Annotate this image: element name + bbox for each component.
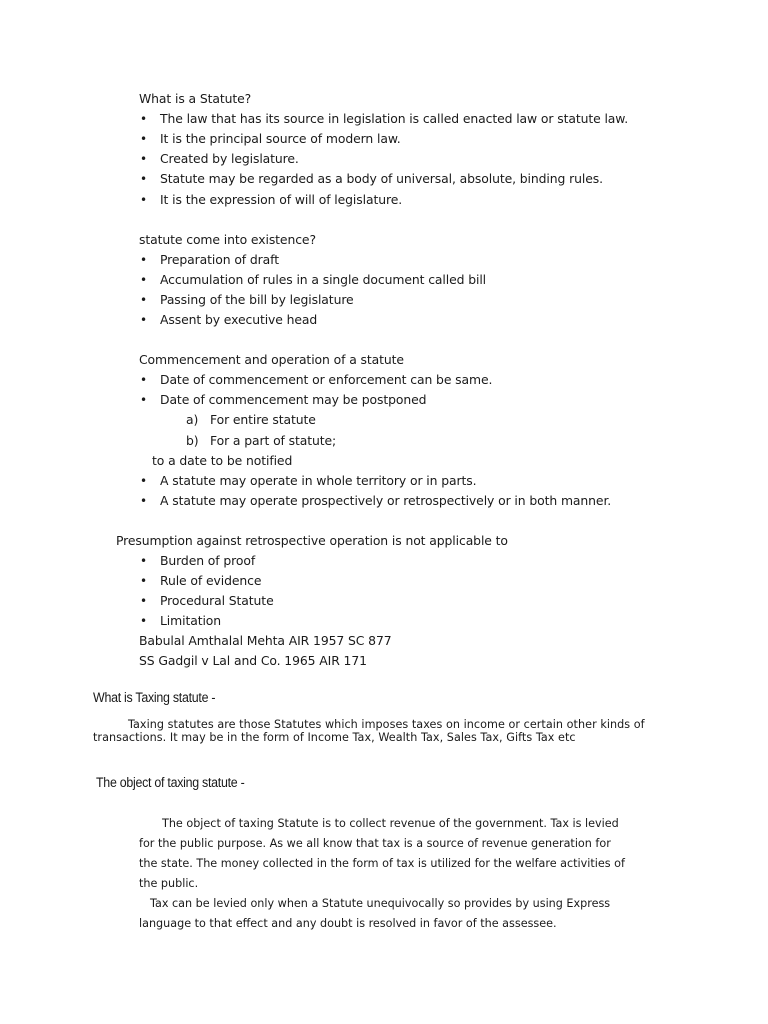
bullet-icon: • — [140, 574, 148, 588]
bullet-icon: • — [140, 193, 148, 207]
sub-item-marker: a) — [186, 412, 199, 427]
paragraph-line: The object of taxing Statute is to collect revenue of the government. Tax is levied — [162, 817, 619, 830]
section-title-presumption: Presumption against retrospective operation is not applicable to — [116, 533, 508, 548]
section-title-statute: What is a Statute? — [139, 91, 252, 106]
paragraph-line: the public. — [139, 877, 199, 890]
paragraph-line: Taxing statutes are those Statutes which imposes taxes on income or certain other kinds of — [128, 718, 645, 731]
list-item: Accumulation of rules in a single document called bill — [160, 272, 487, 287]
bullet-icon: • — [140, 293, 148, 307]
paragraph-line: transactions. It may be in the form of Income Tax, Wealth Tax, Sales Tax, Gifts Tax etc — [93, 731, 576, 744]
sub-item: For entire statute — [210, 412, 316, 427]
list-item: Passing of the bill by legislature — [160, 292, 354, 307]
list-item: A statute may operate in whole territory or in parts. — [160, 473, 477, 488]
section-title-existence: statute come into existence? — [139, 232, 316, 247]
paragraph-line: Tax can be levied only when a Statute unequivocally so provides by using Express — [150, 897, 611, 910]
bullet-icon: • — [140, 373, 148, 387]
case-citation: Babulal Amthalal Mehta AIR 1957 SC 877 — [139, 633, 392, 648]
list-item: Statute may be regarded as a body of universal, absolute, binding rules. — [160, 171, 603, 186]
list-item: Created by legislature. — [160, 151, 299, 166]
bullet-icon: • — [140, 273, 148, 287]
bullet-icon: • — [140, 393, 148, 407]
list-item: Limitation — [160, 613, 222, 628]
bullet-icon: • — [140, 594, 148, 608]
sub-item: For a part of statute; — [210, 433, 337, 448]
list-item: It is the expression of will of legislature. — [160, 192, 403, 207]
paragraph-line: the state. The money collected in the form of tax is utilized for the welfare activities of — [139, 857, 625, 870]
bullet-icon: • — [140, 474, 148, 488]
bullet-icon: • — [140, 112, 148, 126]
list-item: The law that has its source in legislation is called enacted law or statute law. — [160, 111, 629, 126]
list-item: Procedural Statute — [160, 593, 274, 608]
section-title-commencement: Commencement and operation of a statute — [139, 352, 404, 367]
bullet-icon: • — [140, 614, 148, 628]
paragraph-line: language to that effect and any doubt is resolved in favor of the assessee. — [139, 917, 557, 930]
list-item: Preparation of draft — [160, 252, 279, 267]
heading-object-taxing: The object of taxing statute - — [96, 775, 245, 790]
list-item: Rule of evidence — [160, 573, 262, 588]
list-item: It is the principal source of modern law. — [160, 131, 401, 146]
case-citation: SS Gadgil v Lal and Co. 1965 AIR 171 — [139, 653, 367, 668]
list-item: Assent by executive head — [160, 312, 318, 327]
list-item: Date of commencement may be postponed — [160, 392, 427, 407]
heading-taxing-statute: What is Taxing statute - — [93, 690, 216, 705]
bullet-icon: • — [140, 152, 148, 166]
bullet-icon: • — [140, 554, 148, 568]
list-item: Date of commencement or enforcement can be same. — [160, 372, 493, 387]
sub-item-marker: b) — [186, 433, 199, 448]
bullet-icon: • — [140, 172, 148, 186]
bullet-icon: • — [140, 313, 148, 327]
list-item: A statute may operate prospectively or retrospectively or in both manner. — [160, 493, 612, 508]
bullet-icon: • — [140, 253, 148, 267]
paragraph-line: for the public purpose. As we all know that tax is a source of revenue generation for — [139, 837, 611, 850]
list-item: Burden of proof — [160, 553, 256, 568]
note-text: to a date to be notified — [152, 453, 293, 468]
bullet-icon: • — [140, 132, 148, 146]
bullet-icon: • — [140, 494, 148, 508]
